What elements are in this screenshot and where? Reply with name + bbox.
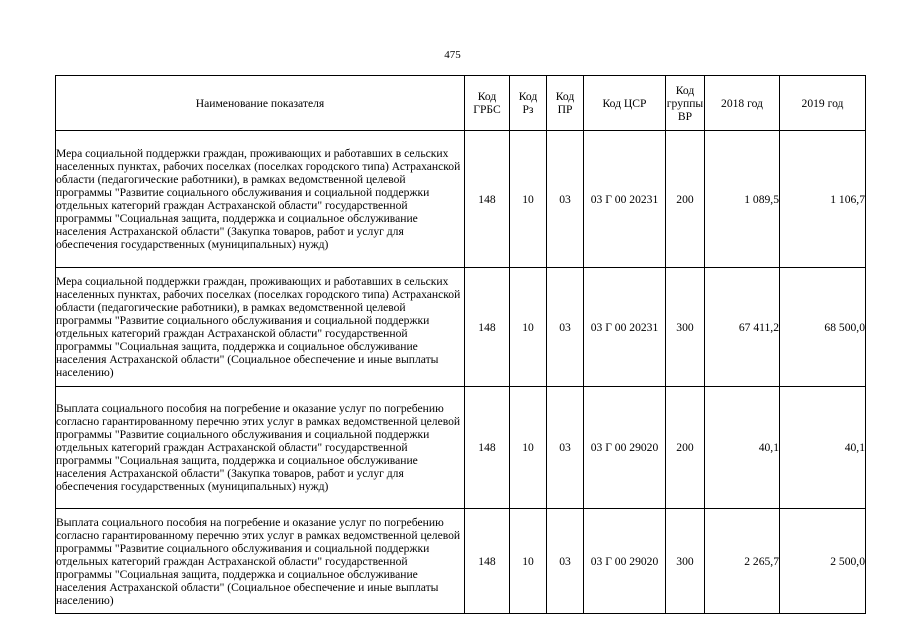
row-grbs: 148 <box>465 131 510 268</box>
table-row <box>56 509 866 614</box>
row-grbs: 148 <box>465 509 510 614</box>
row-pr: 03 <box>547 509 584 614</box>
row-rz: 10 <box>510 131 547 268</box>
header-2018: 2018 год <box>705 76 780 131</box>
table-row <box>56 268 866 387</box>
header-vr-line1: Код <box>675 83 695 97</box>
header-grbs-line1: Код <box>477 90 497 103</box>
row-description: Мера социальной поддержки граждан, проживающих и работавших в сельских населенных пунктах, рабочих поселках (поселках городского типа) Астраханской области (педагогические работники), в рамках ведомственной целевой программы "Развитие социального обслуживания и социальной поддержки отдельных категорий граждан Астраханской области" государственной программы "Социальная защита, поддержка и социальное обслуживание населения Астраханской области" (Социальное обеспечение и иные выплаты населению) <box>56 268 465 387</box>
row-2018: 2 265,7 <box>705 509 780 614</box>
row-2019: 1 106,7 <box>780 131 866 268</box>
row-csr: 03 Г 00 20231 <box>584 268 666 387</box>
header-grbs-line2: ГРБС <box>473 103 501 116</box>
row-rz: 10 <box>510 387 547 509</box>
row-2018: 1 089,5 <box>705 131 780 268</box>
row-description: Мера социальной поддержки граждан, проживающих и работавших в сельских населенных пунктах, рабочих поселках (поселках городского типа) Астраханской области (педагогические работники), в рамках ведомственной целевой программы "Развитие социального обслуживания и социальной поддержки отдельных категорий граждан Астраханской области" государственной программы "Социальная защита, поддержка и социальное обслуживание населения Астраханской области" (Закупка товаров, работ и услуг для обеспечения государственных (муниципальных) нужд) <box>56 131 465 268</box>
header-rz-line1: Код <box>518 90 538 103</box>
row-grbs: 148 <box>465 387 510 509</box>
table-row <box>56 387 866 509</box>
header-grbs <box>465 76 510 131</box>
row-vr: 300 <box>666 268 705 387</box>
row-csr: 03 Г 00 29020 <box>584 509 666 614</box>
row-vr: 200 <box>666 387 705 509</box>
row-description: Выплата социального пособия на погребение и оказание услуг по погребению согласно гарантированному перечню этих услуг в рамках ведомственной целевой программы "Развитие социального обслуживания и социальной поддержки отдельных категорий граждан Астраханской области" государственной программы "Социальная защита, поддержка и социальное обслуживание населения Астраханской области" (Социальное обеспечение и иные выплаты населению) <box>56 509 465 614</box>
header-pr-line2: ПР <box>557 103 573 116</box>
row-csr: 03 Г 00 20231 <box>584 131 666 268</box>
row-description: Выплата социального пособия на погребение и оказание услуг по погребению согласно гарантированному перечню этих услуг в рамках ведомственной целевой программы "Развитие социального обслуживания и социальной поддержки отдельных категорий граждан Астраханской области" государственной программы "Социальная защита, поддержка и социальное обслуживание населения Астраханской области" (Закупка товаров, работ и услуг для обеспечения государственных (муниципальных) нужд) <box>56 387 465 509</box>
row-2019: 40,1 <box>780 387 866 509</box>
header-vr-line3: ВР <box>677 109 693 123</box>
row-grbs: 148 <box>465 268 510 387</box>
row-2019: 68 500,0 <box>780 268 866 387</box>
header-vr <box>666 76 705 131</box>
row-vr: 200 <box>666 131 705 268</box>
row-rz: 10 <box>510 268 547 387</box>
row-2019: 2 500,0 <box>780 509 866 614</box>
row-pr: 03 <box>547 387 584 509</box>
page-number: 475 <box>444 49 461 61</box>
table-row <box>56 131 866 268</box>
row-2018: 40,1 <box>705 387 780 509</box>
header-pr <box>547 76 584 131</box>
header-rz <box>510 76 547 131</box>
row-vr: 300 <box>666 509 705 614</box>
header-rz-line2: Рз <box>522 103 534 116</box>
row-2018: 67 411,2 <box>705 268 780 387</box>
header-2019: 2019 год <box>780 76 866 131</box>
row-rz: 10 <box>510 509 547 614</box>
header-csr: Код ЦСР <box>584 76 666 131</box>
table-header <box>56 76 866 131</box>
row-pr: 03 <box>547 131 584 268</box>
header-name: Наименование показателя <box>56 76 465 131</box>
header-vr-line2: группы <box>666 96 704 110</box>
budget-table <box>55 75 866 614</box>
row-csr: 03 Г 00 29020 <box>584 387 666 509</box>
row-pr: 03 <box>547 268 584 387</box>
header-pr-line1: Код <box>555 90 575 103</box>
